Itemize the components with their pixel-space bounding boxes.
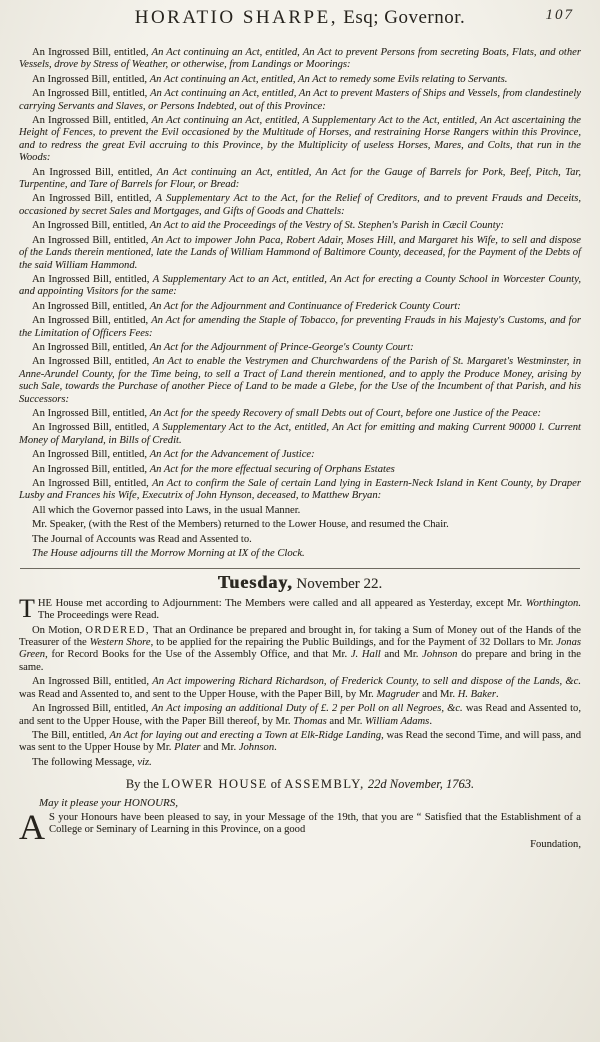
text-segment: HE House met according to Adjournment: The Members were called and all appeared as Yesterday, except Mr. bbox=[37, 597, 526, 609]
text-segment: Johnson bbox=[422, 649, 458, 661]
text-segment: and Mr. bbox=[326, 715, 366, 727]
text-segment: of bbox=[267, 777, 285, 792]
text-segment: Mr. Speaker, (with the Rest of the Members) returned to the Lower House, and resumed the Chair. bbox=[32, 519, 449, 531]
text-segment: 22d November, 1763. bbox=[364, 777, 475, 792]
section-divider bbox=[20, 568, 580, 569]
text-segment: An Ingrossed Bill, entitled, bbox=[32, 88, 151, 100]
text-segment: An Act for the Advancement of Justice: bbox=[149, 449, 315, 461]
text-segment: An Ingrossed Bill, entitled, bbox=[32, 356, 153, 368]
text-segment: An Act for the Adjournment and Continuance of Frederick County Court: bbox=[149, 300, 461, 312]
catchword bbox=[19, 839, 581, 851]
text-segment: An Act for the speedy Recovery of small Debts out of Court, before one Justice of the Peace: bbox=[149, 407, 541, 419]
text-segment: Worthington. bbox=[525, 597, 581, 609]
text-segment: ORDERED, bbox=[85, 624, 151, 636]
text-segment: An Act for the more effectual securing of Orphans Estates bbox=[149, 463, 395, 475]
bill-paragraph bbox=[19, 703, 581, 728]
text-segment: An Act continuing an Act, entitled, A Supplementary Act to the Act, entitled, An Act ascertaining the Height of Fences, to prevent the Evil occasioned by the Multitude of Horses, and restraining Horse Rangers within this Province, and to redress the great Evil accruing to this Province, by the Multiplicity of useless Horses, Mares, and Colts, that run in the Woods: bbox=[19, 115, 582, 164]
text-segment: . bbox=[495, 688, 499, 700]
governor-suffix: Esq; Governor. bbox=[337, 7, 466, 28]
text-segment: By the bbox=[125, 777, 162, 792]
heading-day: Tuesday, bbox=[217, 572, 293, 593]
text-segment: An Ingrossed Bill, entitled, bbox=[32, 193, 156, 205]
text-segment: A Supplementary Act to the Act, entitled, An Act for emitting and making Current 90000 l. Current Money of Maryland, in Bills of Credit. bbox=[19, 422, 581, 446]
bill-paragraph bbox=[19, 74, 581, 86]
heading-date: November 22. bbox=[292, 576, 383, 593]
text-segment: The House adjourns till the Morrow Morning at IX of the Clock. bbox=[32, 548, 305, 560]
governor-name: HORATIO SHARPE, bbox=[134, 7, 338, 28]
section-heading bbox=[19, 572, 581, 593]
text-segment: An Act to enable the Vestrymen and Churchwardens of the Parish of St. Margaret's Westminster, in Anne-Arundel County, for the Time being, to sell a Tract of Land therein mentioned, and to apply the Produce Money, arising by such Sale, towards the Purchase of another Piece of Land to be made a Glebe, for the Use of the Incumbent of that Parish, and his Successors: bbox=[19, 356, 581, 405]
text-segment: was Read and Assented to, and sent to the Upper House, with the Paper Bill, by Mr. bbox=[19, 688, 377, 700]
text-segment: An Ingrossed Bill, entitled, bbox=[32, 422, 153, 434]
message-header-line bbox=[19, 778, 581, 790]
text-segment: An Act continuing an Act, entitled, An Act to remedy some Evils relating to Servants. bbox=[149, 73, 508, 85]
text-segment: The following Message, bbox=[32, 756, 138, 768]
salutation-line bbox=[19, 797, 581, 809]
text-segment: H. Baker bbox=[457, 688, 496, 700]
text-segment: An Ingrossed Bill, entitled, bbox=[32, 220, 150, 232]
bill-paragraph bbox=[19, 301, 581, 313]
bill-paragraph bbox=[19, 220, 581, 232]
text-segment: and Mr. bbox=[200, 742, 239, 754]
bill-paragraph bbox=[19, 115, 581, 165]
bill-paragraph bbox=[19, 408, 581, 420]
bill-paragraph bbox=[19, 464, 581, 476]
text-segment: An Act imposing an additional Duty of £. 2 per Poll on all Negroes, &c. bbox=[151, 703, 463, 715]
proceeding-paragraph bbox=[19, 757, 581, 769]
bill-paragraph bbox=[19, 449, 581, 461]
text-segment: Jonas Green bbox=[19, 637, 582, 661]
bill-paragraph bbox=[19, 356, 581, 406]
page-title bbox=[0, 7, 600, 29]
bill-paragraph bbox=[19, 167, 581, 192]
drop-cap: T bbox=[19, 593, 35, 623]
page-header bbox=[0, 0, 600, 39]
proceeding-paragraph bbox=[19, 625, 581, 675]
text-segment: An Act continuing an Act, entitled, An Act to prevent Persons from secreting Boats, Flats, and other Vessels, drove by Stress of Weather, or otherwise, from Landings or Moorings: bbox=[19, 47, 581, 71]
text-segment: An Act continuing an Act, entitled, An Act to prevent Masters of Ships and Vessels, from clandestinely carrying Servants and Slaves, or Persons Indebted, out of this Province: bbox=[19, 88, 581, 112]
text-segment: An Ingrossed Bill, entitled, bbox=[32, 478, 153, 489]
bill-paragraph bbox=[19, 274, 581, 299]
proceeding-paragraph bbox=[19, 505, 581, 517]
bill-paragraph bbox=[19, 47, 581, 72]
text-segment: An Ingrossed Bill, entitled, bbox=[32, 341, 150, 353]
text-segment: An Ingrossed Bill, entitled, bbox=[32, 703, 152, 715]
text-segment: and Mr. bbox=[419, 688, 458, 700]
text-segment: An Act for the Adjournment of Prince-George's County Court: bbox=[149, 341, 414, 353]
section-tuesday bbox=[19, 593, 582, 851]
text-segment: An Ingrossed Bill, entitled, bbox=[32, 115, 152, 127]
text-segment: S your Honours have been pleased to say, in your Message of the 19th, that you are “ Satisfied that the Establishment of a College or Seminary of Learning in this Province, on a good bbox=[49, 811, 581, 836]
text-segment: do prepare and bring in the same. bbox=[19, 649, 581, 673]
proceeding-paragraph bbox=[19, 534, 581, 546]
text-segment: An Ingrossed Bill, entitled, bbox=[32, 166, 157, 178]
text-segment: J. Hall bbox=[350, 649, 381, 661]
page-body bbox=[0, 39, 600, 851]
text-segment: Johnson bbox=[238, 742, 275, 754]
text-segment: viz. bbox=[137, 756, 152, 768]
adjournment-line bbox=[19, 548, 581, 560]
text-segment: Magruder bbox=[376, 688, 420, 700]
proceeding-paragraph bbox=[19, 593, 581, 623]
text-segment: An Ingrossed Bill, entitled, bbox=[32, 463, 150, 475]
text-segment: An Ingrossed Bill, entitled, bbox=[32, 300, 150, 312]
text-segment: An Act to aid the Proceedings of the Vestry of St. Stephen's Parish in Cæcil County: bbox=[149, 220, 504, 232]
bill-paragraph bbox=[19, 88, 581, 113]
text-segment: An Ingrossed Bill, entitled, bbox=[32, 234, 152, 246]
bill-paragraph bbox=[19, 676, 581, 701]
text-segment: An Act to confirm the Sale of certain Land lying in Eastern-Neck Island in Kent County, by Draper Lusby and Frances his Wife, Executrix of John Hynson, deceased, to Matthew Bryan: bbox=[19, 478, 581, 502]
text-segment: An Ingrossed Bill, entitled, bbox=[32, 73, 150, 85]
text-segment: Foundation, bbox=[530, 838, 581, 850]
text-segment: That an Ordinance be prepared and brought in, for taking a Sum of Money out of the Hands of the Treasurer of the bbox=[19, 624, 581, 649]
bill-paragraph bbox=[19, 342, 581, 354]
text-segment: The Bill, entitled, bbox=[32, 729, 110, 741]
text-segment: and Mr. bbox=[380, 649, 423, 661]
proceeding-paragraph bbox=[19, 519, 581, 531]
text-segment: On Motion, bbox=[32, 624, 86, 636]
page-number: 107 bbox=[545, 7, 574, 23]
text-segment: ASSEMBLY, bbox=[284, 777, 365, 792]
text-segment: An Act continuing an Act, entitled, An Act for the Gauge of Barrels for Pork, Beef, Pitch, Tar, Turpentine, and Tare of Barrels for Flour, or Bread: bbox=[19, 166, 581, 191]
text-segment: An Ingrossed Bill, entitled, bbox=[32, 315, 152, 327]
text-segment: An Ingrossed Bill, entitled, bbox=[32, 273, 153, 285]
text-segment: A Supplementary Act to the Act, for the Relief of Creditors, and to prevent Frauds and Deceits, occasioned by secret Sales and Mortgages, and Gifts of Goods and Chattels: bbox=[19, 193, 581, 217]
text-segment: The Journal of Accounts was Read and Assented to. bbox=[32, 533, 252, 545]
text-segment: , to be applied for the repairing the Public Buildings, and for the Payment of 32 Dollars to Mr. bbox=[150, 637, 557, 649]
text-segment: was Read the second Time, and will pass, and was sent to the Upper House by Mr. bbox=[19, 729, 581, 754]
text-segment: A Supplementary Act to an Act, entitled, An Act for erecting a County School in Worcester County, and appointing Visitors for the same: bbox=[19, 273, 581, 298]
text-segment: An Act to impower John Paca, Robert Adair, Moses Hill, and Margaret his Wife, to sell and dispose of the Lands therein mentioned, late the Lands of William Hammond of Baltimore County, deceased, for the Payment of the Debts of the said William Hammond. bbox=[19, 234, 581, 271]
drop-cap: A bbox=[19, 806, 45, 847]
text-segment: All which the Governor passed into Laws, in the usual Manner. bbox=[32, 504, 301, 516]
bill-paragraph bbox=[19, 478, 581, 503]
text-segment: Western Shore bbox=[89, 637, 151, 649]
text-segment: Plater bbox=[174, 742, 201, 754]
text-segment: An Ingrossed Bill, entitled, bbox=[32, 407, 150, 419]
bill-paragraph bbox=[19, 315, 581, 340]
text-segment: An Act for laying out and erecting a Town at Elk-Ridge Landing, bbox=[109, 729, 384, 741]
text-segment: . bbox=[274, 742, 277, 754]
bill-paragraph bbox=[19, 193, 581, 218]
text-segment: William Adams bbox=[365, 715, 430, 727]
text-segment: An Ingrossed Bill, entitled, bbox=[32, 676, 153, 688]
text-segment: was Read and Assented to, and sent to the Upper House, with the Paper Bill thereof, by Mr. bbox=[19, 703, 581, 727]
text-segment: , for Record Books for the Use of the Assembly Office, and that Mr. bbox=[45, 649, 351, 661]
text-segment: An Act for amending the Staple of Tobacco, for preventing Frauds in his Majesty's Customs, and for the Limitation of Officers Fees: bbox=[19, 315, 581, 339]
text-segment: An Act impowering Richard Richardson, of Frederick County, to sell and dispose of the Lands, &c. bbox=[152, 676, 581, 688]
bill-paragraph bbox=[19, 730, 581, 755]
text-segment: LOWER HOUSE bbox=[161, 777, 268, 792]
bill-paragraph bbox=[19, 235, 581, 272]
section-proceedings bbox=[19, 47, 581, 560]
text-segment: . bbox=[429, 715, 432, 727]
text-segment: An Ingrossed Bill, entitled, bbox=[32, 47, 152, 58]
text-segment: An Ingrossed Bill, entitled, bbox=[32, 449, 150, 461]
text-segment: The Proceedings were Read. bbox=[37, 610, 160, 622]
bill-paragraph bbox=[19, 422, 581, 447]
text-segment: May it please your HONOURS, bbox=[39, 796, 179, 809]
text-segment: Thomas bbox=[293, 715, 327, 727]
